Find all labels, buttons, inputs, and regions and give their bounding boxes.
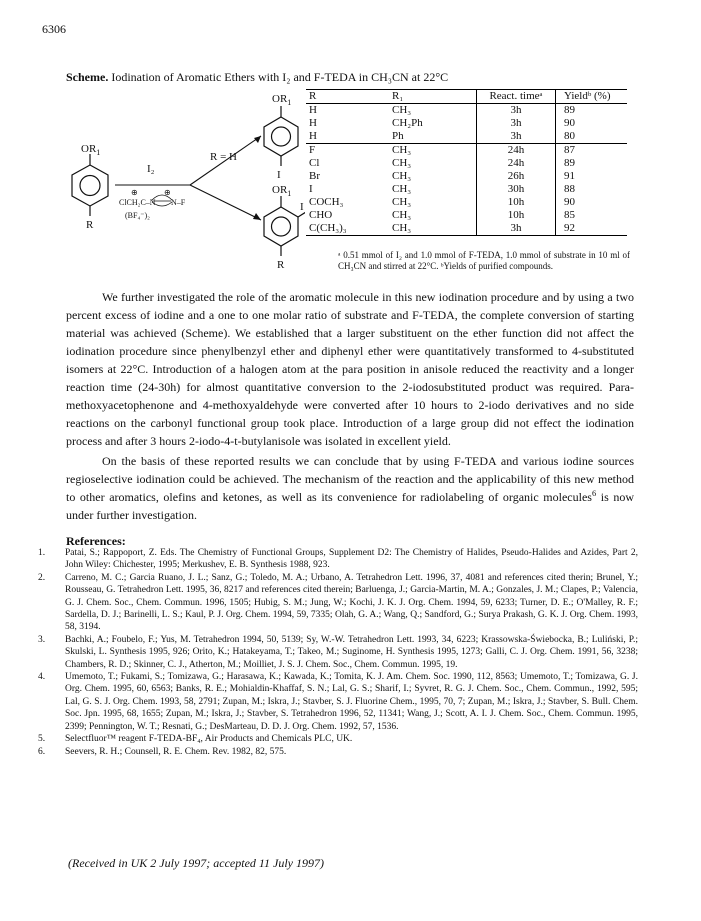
reference-item: 5. Selectfluor™ reagent F-TEDA-BF₄, Air Products and Chemicals PLC, UK. [38, 734, 353, 745]
cell-yield: 91 [556, 170, 628, 183]
f-teda-reagent [119, 188, 186, 220]
references-heading: References: [66, 534, 126, 548]
results-table [306, 89, 627, 236]
cell-yield: 80 [556, 130, 628, 144]
col-header-r: R [306, 90, 389, 104]
body-paragraph-2: On the basis of these reported results we can conclude that by using F-TEDA and various iodine sources regioselective iodination could be achieved. The mechanism of the reaction and the applicability of this new method to other aromatics, olefins and ketones, as well as its convenience for radiolabeling of organic molecules$^6$ is now under further investigation. [66, 454, 635, 522]
cell-r1: CH₃ [392, 196, 412, 208]
cell-r1: CH₃ [392, 170, 412, 182]
cell-yield: 88 [556, 183, 628, 196]
reference-item: 4. Umemoto, T.; Fukami, S.; Tomizawa, G.; Harasawa, K.; Kawada, K.; Tomita, K. J. Am. Chem. Soc. 1990, 112, 8563; Umemoto, T.; Tomizawa, G. J. Org. Chem. 1995, 60, 6563; Banks, R. E.; Mohialdin-Khaffaf, S. N.; Lal, G. S.; Sharif, I.; Syvret, R. G. J. Chem. Soc., Chem. Commun., 1992, 595; Lal, G. S. J. Org. Chem. 1993, 58, 2791; Zupan, M.; Iskra, J.; Stavber, S. J. Fluorine Chem., 1995, 70, 7; Zupan, M.; Iskra, J.; Stavber, S. Bull. Chem. Soc. Jpn. 1995, 68, 1655; Zupan, M.; Iskra, J.; Stavber, S. Tetrahedron 1996, 52, 11341; Wang, J.; Scott, A. I. J. Chem. Soc., Chem. Commun. 1995, 2399; Pennington, W. T.; Resnati, G.; DesMarteau, D. D. J. Org. Chem. 1992, 57, 1536. [38, 672, 638, 732]
scheme-label: Scheme. [66, 70, 109, 84]
start-or1-label: $OR_1$ [81, 143, 101, 157]
starting-anisole [72, 154, 108, 216]
table-footnote: ᵃ 0.51 mmol of I₂ and 1.0 mmol of F-TEDA, 1.0 mmol of substrate in 10 ml of CH₃CN and stirred at 22°C. ᵇYields of purified compounds. [338, 250, 630, 271]
cell-r: H [309, 117, 317, 129]
body-paragraph-1: We further investigated the role of the aromatic molecule in this new iodination procedure and by using a two percent excess of iodine and a one to one molar ratio of substrate and F-TEDA, the complete conversion of starting material was achieved (Scheme). We established that a larger substituent on the ether function did not affect the iodination procedure since phenylbenzyl ether and diphenyl ether were quantitatively transformed to 4-substituted isomers at 22°C. Introduction of a halogen atom at the para position in anisole reduced the reactivity and a longer reaction time (24-30h) for almost quantitative conversion to the 2-iodosubstituted product was required. Para-methoxyacetophenone and 4-methoxyaldehyde were converted after 10 hours to 2-iodo derivatives and no side reactions on the carbonyl functional group took place. Introduction of a large group did not effect the iodination process and after 3 hours 2-iodo-4-t-butylanisole was isolated in excellent yield. [66, 290, 634, 448]
scheme-caption: Iodination of Aromatic Ethers with I₂ and F-TEDA in CH₃CN at 22°C [111, 70, 449, 84]
references-list [38, 547, 638, 758]
product-ortho-iodo [264, 196, 305, 256]
cell-time: 3h [477, 104, 556, 118]
table-header-row [306, 90, 627, 104]
cell-r1: CH₃ [392, 157, 412, 169]
cell-r1: CH₃ [392, 209, 412, 221]
reference-item: 3. Bachki, A.; Foubelo, F.; Yus, M. Tetrahedron 1994, 50, 5139; Sy, W.-W. Tetrahedron Lett. 1993, 34, 6223; Krassowska-Świebocka, B.; Luliński, P.; Skulski, L. Synthesis 1995, 926; Orito, K.; Hatakeyama, T.; Takeo, M.; Suginome, H. Synthesis 1995, 1273; Galli, C. J. Org. Chem. 1991, 56, 3238; Chambers, R. D.; Skinner, C. J., Atherton, M.; Moilliet, J. S. J. Chem. Soc., Chem. Commun. 1995, 19. [38, 634, 638, 670]
cell-time: 10h [477, 196, 556, 209]
reference-marker: 6 [591, 489, 597, 498]
table-row [306, 130, 627, 144]
cell-yield: 89 [556, 157, 628, 170]
cell-time: 3h [477, 117, 556, 130]
cell-time: 3h [477, 222, 556, 236]
table-row [306, 183, 627, 196]
cell-yield: 92 [556, 222, 628, 236]
reference-item: 1. Patai, S.; Rappoport, Z. Eds. The Chemistry of Functional Groups, Supplement D2: The Chemistry of Halides, Pseudo-Halides and Azides, Part 2, John Wiley: Chichester, 1995; Merkushev, E. B. Synthesis 1988, 923. [38, 548, 638, 571]
svg-text:ClCH₂C–N: ClCH₂C–N [119, 198, 156, 207]
table-row [306, 104, 627, 118]
cell-r1: CH₃ [392, 104, 412, 116]
received-date: (Received in UK 2 July 1997; accepted 11 July 1997) [68, 856, 325, 870]
cell-yield: 90 [556, 196, 628, 209]
r-equals-h-label: R = H [210, 151, 237, 163]
svg-text:⊕: ⊕ [164, 188, 171, 197]
cell-r: I [309, 183, 313, 195]
reaction-arrows [115, 136, 261, 220]
cell-r: CHO [309, 209, 333, 221]
lower-or1-label: $OR_1$ [272, 184, 292, 198]
cell-time: 24h [477, 157, 556, 170]
cell-time: 3h [477, 130, 556, 144]
col-header-r1: R₁ [389, 90, 477, 104]
reagent-i2: I₂ [147, 163, 155, 175]
cell-r: F [306, 144, 389, 158]
svg-text:N–F: N–F [171, 198, 186, 207]
cell-r: H [309, 130, 317, 142]
cell-time: 26h [477, 170, 556, 183]
upper-or1-label: $OR_1$ [272, 93, 292, 107]
start-r-label: R [86, 219, 94, 231]
cell-r: COCH₃ [309, 196, 344, 208]
table-row [306, 196, 627, 209]
reference-item: 2. Carreno, M. C.; Garcia Ruano, J. L.; Sanz, G.; Toledo, M. A.; Urbano, A. Tetrahedron Lett. 1996, 37, 4081 and references cited therin; Brunel, Y.; Rousseau, G. Tetrahedron Lett. 1995, 36, 8217 and references cited therein; Barluenga, J.; Garcia-Martin, M. A.; Gonzales, J. M.; Clapes, P.; Valencia, G. J. Chem. Soc., Chem. Commun. 1996, 1505; Hubig, S. M.; Jung, W.; Kochi, J. K. J. Org. Chem. 1994, 59, 6233; Turner, D. E.; O'Malley, R. F.; Sardella, D. J.; Barinelli, L. S.; Kaul, P. J. Org. Chem. 1994, 59, 7335; Olah, G. A.; Wang, Q.; Sandford, G.; Surya Prakash, G. K. J. Org. Chem. 1993, 58, 3194. [38, 572, 638, 633]
lower-i-label: I [300, 201, 304, 213]
cell-r1: CH₃ [389, 144, 477, 158]
cell-r: C(CH₃)₃ [306, 222, 389, 236]
upper-i-label: I [277, 169, 281, 181]
col-header-yield: Yieldᵇ (%) [556, 90, 628, 104]
table-row [306, 144, 627, 158]
page-number: 6306 [42, 22, 66, 36]
cell-time: 30h [477, 183, 556, 196]
cell-time: 10h [477, 209, 556, 222]
svg-text:(BF₄⁻)₂: (BF₄⁻)₂ [125, 211, 150, 220]
product-para-iodo [264, 106, 298, 166]
cell-yield: 90 [556, 117, 628, 130]
table-row [306, 170, 627, 183]
cell-r: H [309, 104, 317, 116]
cell-r: Cl [309, 157, 320, 169]
cell-yield: 89 [556, 104, 628, 118]
lower-r-label: R [277, 259, 285, 271]
cell-yield: 85 [556, 209, 628, 222]
table-row [306, 157, 627, 170]
table-row [306, 222, 627, 236]
svg-text:⊕: ⊕ [131, 188, 138, 197]
table-row [306, 209, 627, 222]
col-header-time: React. timeᵃ [477, 90, 556, 104]
cell-r1: CH₂Ph [392, 117, 423, 129]
reference-item: 6. Seevers, R. H.; Counsell, R. E. Chem. Rev. 1982, 82, 575. [38, 746, 287, 757]
table-row [306, 117, 627, 130]
reaction-scheme [55, 82, 305, 272]
cell-time: 24h [477, 144, 556, 158]
cell-r1: Ph [392, 130, 404, 142]
cell-r1: CH₃ [389, 222, 477, 236]
cell-r1: CH₃ [392, 183, 412, 195]
cell-r: Br [309, 170, 320, 182]
cell-yield: 87 [556, 144, 628, 158]
